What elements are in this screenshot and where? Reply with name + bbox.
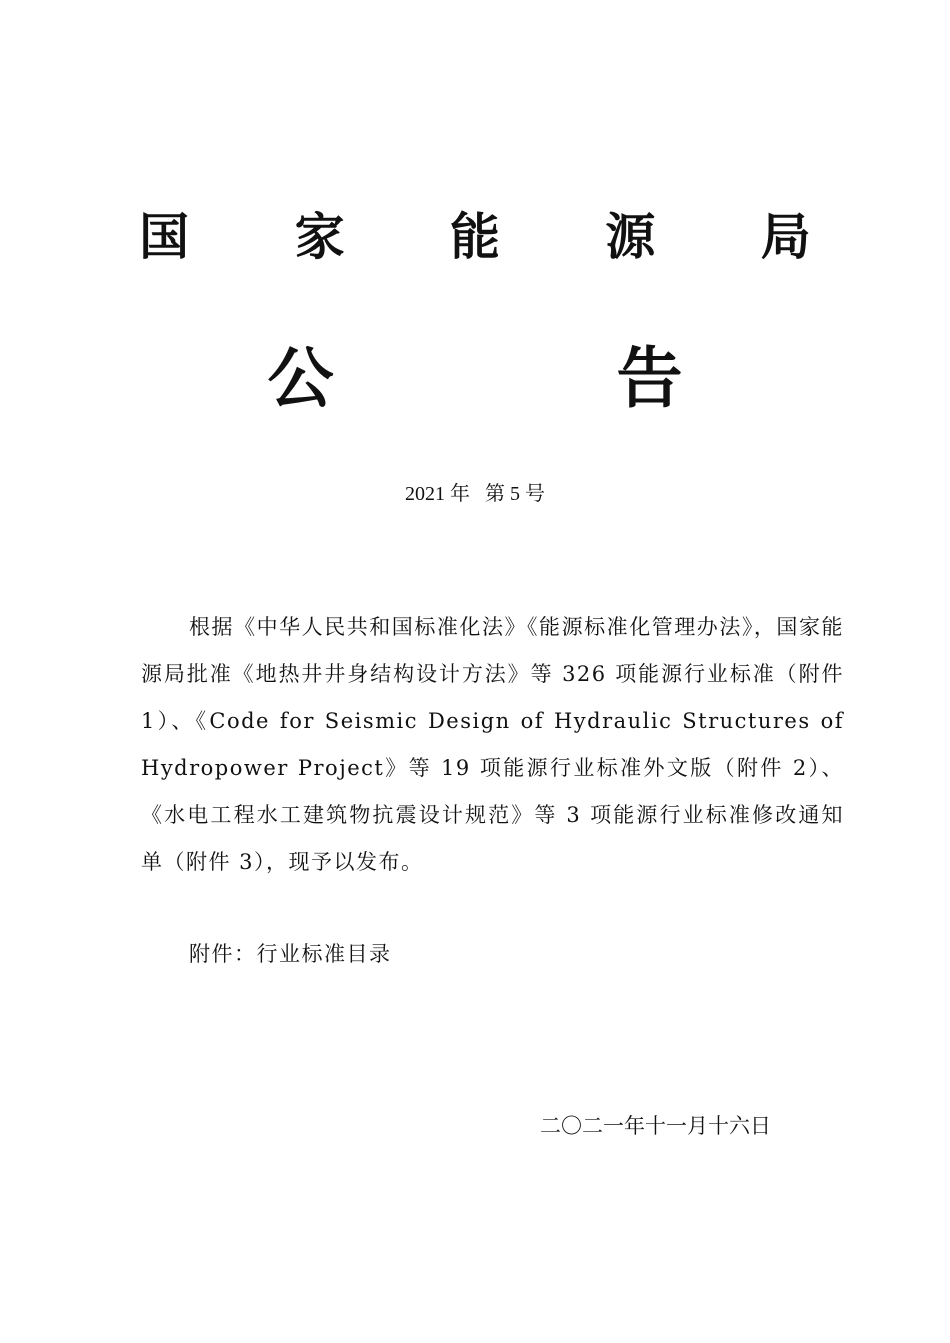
issue-date: 二〇二一年十一月十六日 [540, 1114, 771, 1138]
document-type-heading: 公 告 [267, 339, 813, 417]
issuing-authority-title: 国 家 能 源 局 [139, 207, 855, 266]
document-number [0, 480, 950, 508]
attachment-line: 附件：行业标准目录 [189, 942, 392, 966]
document-number-text: 2021 年 第 5 号 [405, 483, 545, 505]
announcement-body-paragraph: 根据《中华人民共和国标准化法》《能源标准化管理办法》，国家能源局批准《地热井井身结构设计方法》等 326 项能源行业标准（附件 1）、《Code for Seismic Design of Hydraulic Structures of Hydropower Project》等 19 项能源行业标准外文版（附件 2）、《水电工程水工建筑物抗震设计规范》等 3 项能源行业标准修改通知单（附件 3），现予以发布。 [141, 615, 844, 874]
